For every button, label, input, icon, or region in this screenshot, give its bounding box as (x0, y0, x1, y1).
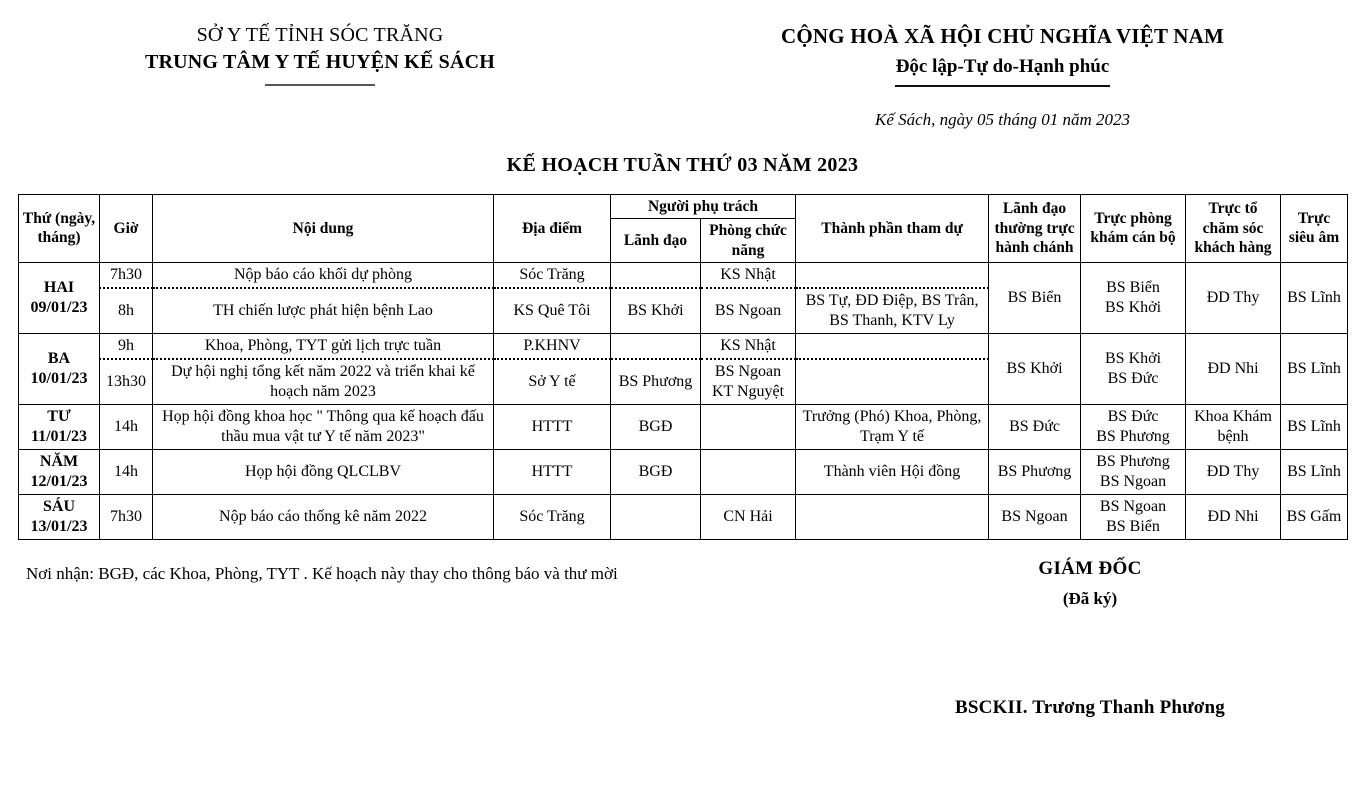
cell-day: HAI 09/01/23 (19, 263, 100, 334)
cell-content: Nộp báo cáo khối dự phòng (153, 263, 494, 289)
page-title: KẾ HOẠCH TUẦN THỨ 03 NĂM 2023 (506, 153, 859, 176)
cell-attendees: Trưởng (Phó) Khoa, Phòng, Trạm Y tế (796, 405, 989, 450)
col-header-place: Địa điểm (494, 194, 611, 262)
cell-ultrasound-duty: BS Lĩnh (1281, 450, 1348, 495)
table-row (19, 334, 1348, 360)
cell-admin-duty: BS Đức (989, 405, 1081, 450)
cell-place: P.KHNV (494, 334, 611, 360)
cell-clinic-duty: BS Biển BS Khởi (1081, 263, 1186, 334)
cell-customer-care-duty: ĐD Nhi (1186, 334, 1281, 405)
cell-attendees (796, 495, 989, 540)
cell-time: 14h (100, 450, 153, 495)
table-row (19, 450, 1348, 495)
cell-department: KS Nhật (701, 334, 796, 360)
weekly-schedule-table (18, 194, 1348, 540)
cell-day: NĂM 12/01/23 (19, 450, 100, 495)
col-header-customer-care-duty: Trực tổ chăm sóc khách hàng (1186, 194, 1281, 262)
cell-day: SÁU 13/01/23 (19, 495, 100, 540)
cell-leader: BGĐ (611, 450, 701, 495)
cell-leader: BS Khởi (611, 288, 701, 334)
cell-time: 13h30 (100, 359, 153, 405)
document-header (0, 0, 1365, 132)
cell-content: Khoa, Phòng, TYT gửi lịch trực tuần (153, 334, 494, 360)
cell-place: Sóc Trăng (494, 495, 611, 540)
signer-title: GIÁM ĐỐC (1038, 558, 1142, 580)
cell-time: 9h (100, 334, 153, 360)
cell-leader: BS Phương (611, 359, 701, 405)
place-and-date: Kế Sách, ngày 05 tháng 01 năm 2023 (875, 109, 1130, 129)
cell-attendees (796, 359, 989, 405)
cell-place: Sở Y tế (494, 359, 611, 405)
cell-time: 14h (100, 405, 153, 450)
cell-department (701, 450, 796, 495)
cell-place: Sóc Trăng (494, 263, 611, 289)
cell-place: HTTT (494, 405, 611, 450)
cell-clinic-duty: BS Khởi BS Đức (1081, 334, 1186, 405)
cell-content: TH chiến lược phát hiện bệnh Lao (153, 288, 494, 334)
cell-department: BS Ngoan KT Nguyệt (701, 359, 796, 405)
national-motto-underline (895, 85, 1110, 87)
cell-attendees: BS Tự, ĐD Điệp, BS Trân, BS Thanh, KTV Ly (796, 288, 989, 334)
signature-block (900, 558, 1280, 719)
col-header-in-charge-group: Người phụ trách (611, 194, 796, 218)
cell-admin-duty: BS Ngoan (989, 495, 1081, 540)
col-header-admin-duty: Lãnh đạo thường trực hành chánh (989, 194, 1081, 262)
national-heading-block (640, 22, 1365, 132)
table-row (19, 263, 1348, 289)
col-header-in-charge-leader: Lãnh đạo (611, 219, 701, 263)
col-header-in-charge-department: Phòng chức năng (701, 219, 796, 263)
cell-day: BA 10/01/23 (19, 334, 100, 405)
col-header-ultrasound-duty: Trực siêu âm (1281, 194, 1348, 262)
signer-name: BSCKII. Trương Thanh Phương (955, 697, 1225, 719)
table-row (19, 495, 1348, 540)
national-motto: Độc lập-Tự do-Hạnh phúc (895, 56, 1110, 78)
cell-ultrasound-duty: BS Lĩnh (1281, 334, 1348, 405)
col-header-attendees: Thành phần tham dự (796, 194, 989, 262)
cell-leader (611, 334, 701, 360)
recipients-note: Nơi nhận: BGĐ, các Khoa, Phòng, TYT . Kế hoạch này thay cho thông báo và thư mời (26, 564, 618, 584)
table-row (19, 405, 1348, 450)
signed-note: (Đã ký) (1062, 589, 1118, 609)
district-health-center: TRUNG TÂM Y TẾ HUYỆN KẾ SÁCH (144, 51, 496, 73)
cell-ultrasound-duty: BS Lĩnh (1281, 405, 1348, 450)
organization-block (0, 22, 640, 132)
cell-content: Nộp báo cáo thống kê năm 2022 (153, 495, 494, 540)
cell-clinic-duty: BS Đức BS Phương (1081, 405, 1186, 450)
cell-department: BS Ngoan (701, 288, 796, 334)
cell-department (701, 405, 796, 450)
cell-department: CN Hải (701, 495, 796, 540)
cell-admin-duty: BS Khởi (989, 334, 1081, 405)
cell-content: Họp hội đồng QLCLBV (153, 450, 494, 495)
col-header-clinic-duty: Trực phòng khám cán bộ (1081, 194, 1186, 262)
cell-place: HTTT (494, 450, 611, 495)
cell-attendees: Thành viên Hội đồng (796, 450, 989, 495)
schedule-table-wrapper (18, 194, 1347, 540)
cell-day: TƯ 11/01/23 (19, 405, 100, 450)
table-header (19, 194, 1348, 262)
cell-customer-care-duty: Khoa Khám bệnh (1186, 405, 1281, 450)
cell-ultrasound-duty: BS Lĩnh (1281, 263, 1348, 334)
document-footer (0, 558, 1365, 728)
cell-time: 7h30 (100, 495, 153, 540)
col-header-content: Nội dung (153, 194, 494, 262)
cell-leader (611, 495, 701, 540)
cell-customer-care-duty: ĐD Thy (1186, 450, 1281, 495)
cell-clinic-duty: BS Phương BS Ngoan (1081, 450, 1186, 495)
col-header-day: Thứ (ngày, tháng) (19, 194, 100, 262)
cell-attendees (796, 263, 989, 289)
table-header-row-1 (19, 194, 1348, 218)
col-header-time: Giờ (100, 194, 153, 262)
province-health-department: SỞ Y TẾ TỈNH SÓC TRĂNG (196, 24, 444, 46)
cell-admin-duty: BS Phương (989, 450, 1081, 495)
cell-place: KS Quê Tôi (494, 288, 611, 334)
table-body (19, 263, 1348, 540)
cell-time: 8h (100, 288, 153, 334)
country-name: CỘNG HOÀ XÃ HỘI CHỦ NGHĨA VIỆT NAM (781, 24, 1224, 48)
cell-time: 7h30 (100, 263, 153, 289)
cell-content: Họp hội đồng khoa học " Thông qua kế hoạch đấu thầu mua vật tư Y tế năm 2023" (153, 405, 494, 450)
cell-admin-duty: BS Biển (989, 263, 1081, 334)
cell-clinic-duty: BS Ngoan BS Biển (1081, 495, 1186, 540)
cell-customer-care-duty: ĐD Thy (1186, 263, 1281, 334)
cell-leader (611, 263, 701, 289)
cell-customer-care-duty: ĐD Nhi (1186, 495, 1281, 540)
cell-ultrasound-duty: BS Gấm (1281, 495, 1348, 540)
organization-underline (265, 84, 375, 86)
cell-content: Dự hội nghị tổng kết năm 2022 và triển khai kế hoạch năm 2023 (153, 359, 494, 405)
cell-leader: BGĐ (611, 405, 701, 450)
cell-department: KS Nhật (701, 263, 796, 289)
cell-attendees (796, 334, 989, 360)
